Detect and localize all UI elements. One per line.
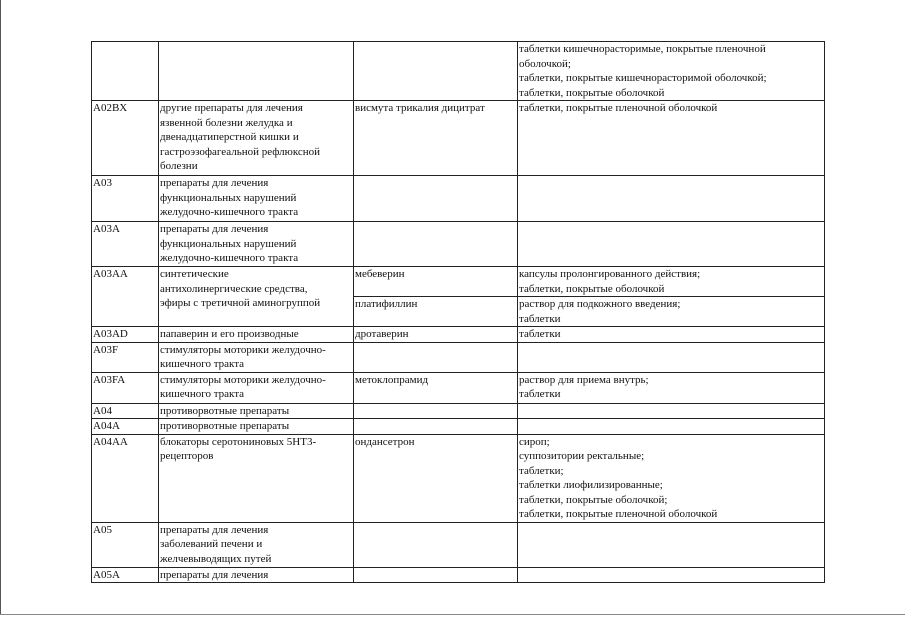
table-row bbox=[92, 567, 825, 583]
group-cell bbox=[159, 42, 354, 101]
substance-cell bbox=[354, 342, 518, 372]
group-cell: другие препараты для лечения язвенной болезни желудка и двенадцатиперстной кишки и гастроэзофагеальной рефлюксной болезни bbox=[159, 101, 354, 176]
substance-cell: мебеверин bbox=[354, 267, 518, 297]
atc-code-cell: A04A bbox=[92, 419, 159, 435]
group-cell: стимуляторы моторики желудочно- кишечного тракта bbox=[159, 372, 354, 403]
dosage-forms-cell: капсулы пролонгированного действия; таблетки, покрытые оболочкой bbox=[518, 267, 825, 297]
atc-code-cell: A03FA bbox=[92, 372, 159, 403]
substance-cell bbox=[354, 176, 518, 222]
group-cell: папаверин и его производные bbox=[159, 327, 354, 343]
table-row bbox=[92, 372, 825, 403]
substance-cell bbox=[354, 419, 518, 435]
page-edge-bottom bbox=[0, 614, 905, 615]
substance-cell bbox=[354, 522, 518, 567]
group-cell: синтетические антихолинергические средства, эфиры с третичной аминогруппой bbox=[159, 267, 354, 327]
dosage-forms-cell: таблетки, покрытые пленочной оболочкой bbox=[518, 101, 825, 176]
substance-cell: ондансетрон bbox=[354, 434, 518, 522]
table-row bbox=[92, 434, 825, 522]
group-cell: препараты для лечения функциональных нарушений желудочно-кишечного тракта bbox=[159, 176, 354, 222]
atc-code-cell: A03F bbox=[92, 342, 159, 372]
group-cell: блокаторы серотониновых 5HT3- рецепторов bbox=[159, 434, 354, 522]
dosage-forms-cell bbox=[518, 567, 825, 583]
substance-cell: висмута трикалия дицитрат bbox=[354, 101, 518, 176]
table-row bbox=[92, 42, 825, 101]
dosage-forms-cell: сироп; суппозитории ректальные; таблетки; таблетки лиофилизированные; таблетки, покрытые оболочкой; таблетки, покрытые пленочной оболочкой bbox=[518, 434, 825, 522]
dosage-forms-cell bbox=[518, 176, 825, 222]
table-row bbox=[92, 522, 825, 567]
substance-cell bbox=[354, 403, 518, 419]
group-cell: препараты для лечения заболеваний печени и желчевыводящих путей bbox=[159, 522, 354, 567]
substance-cell: платифиллин bbox=[354, 297, 518, 327]
dosage-forms-cell: таблетки кишечнорасторимые, покрытые пленочной оболочкой; таблетки, покрытые кишечнорасторимой оболочкой; таблетки, покрытые оболочкой bbox=[518, 42, 825, 101]
table-row bbox=[92, 222, 825, 267]
atc-code-cell: A03 bbox=[92, 176, 159, 222]
substance-cell bbox=[354, 567, 518, 583]
dosage-forms-cell bbox=[518, 342, 825, 372]
dosage-forms-cell bbox=[518, 222, 825, 267]
table-row bbox=[92, 267, 825, 297]
dosage-forms-cell: раствор для приема внутрь; таблетки bbox=[518, 372, 825, 403]
substance-cell: метоклопрамид bbox=[354, 372, 518, 403]
atc-code-cell: A04 bbox=[92, 403, 159, 419]
atc-code-cell: A03AD bbox=[92, 327, 159, 343]
dosage-forms-cell: таблетки bbox=[518, 327, 825, 343]
table-row bbox=[92, 342, 825, 372]
page-edge-left bbox=[0, 0, 1, 615]
dosage-forms-cell bbox=[518, 522, 825, 567]
table-row bbox=[92, 419, 825, 435]
group-cell: противорвотные препараты bbox=[159, 403, 354, 419]
group-cell: стимуляторы моторики желудочно- кишечного тракта bbox=[159, 342, 354, 372]
group-cell: препараты для лечения bbox=[159, 567, 354, 583]
group-cell: противорвотные препараты bbox=[159, 419, 354, 435]
atc-code-cell bbox=[92, 42, 159, 101]
atc-code-cell: A05A bbox=[92, 567, 159, 583]
dosage-forms-cell bbox=[518, 403, 825, 419]
group-cell: препараты для лечения функциональных нарушений желудочно-кишечного тракта bbox=[159, 222, 354, 267]
substance-cell bbox=[354, 222, 518, 267]
table-row bbox=[92, 176, 825, 222]
atc-code-cell: A03AA bbox=[92, 267, 159, 327]
table-row bbox=[92, 327, 825, 343]
atc-code-cell: A02BX bbox=[92, 101, 159, 176]
dosage-forms-cell bbox=[518, 419, 825, 435]
table-row bbox=[92, 101, 825, 176]
substance-cell: дротаверин bbox=[354, 327, 518, 343]
atc-code-cell: A03A bbox=[92, 222, 159, 267]
table-row bbox=[92, 403, 825, 419]
substance-cell bbox=[354, 42, 518, 101]
atc-code-cell: A05 bbox=[92, 522, 159, 567]
dosage-forms-cell: раствор для подкожного введения; таблетки bbox=[518, 297, 825, 327]
medications-table bbox=[91, 41, 825, 583]
atc-code-cell: A04AA bbox=[92, 434, 159, 522]
